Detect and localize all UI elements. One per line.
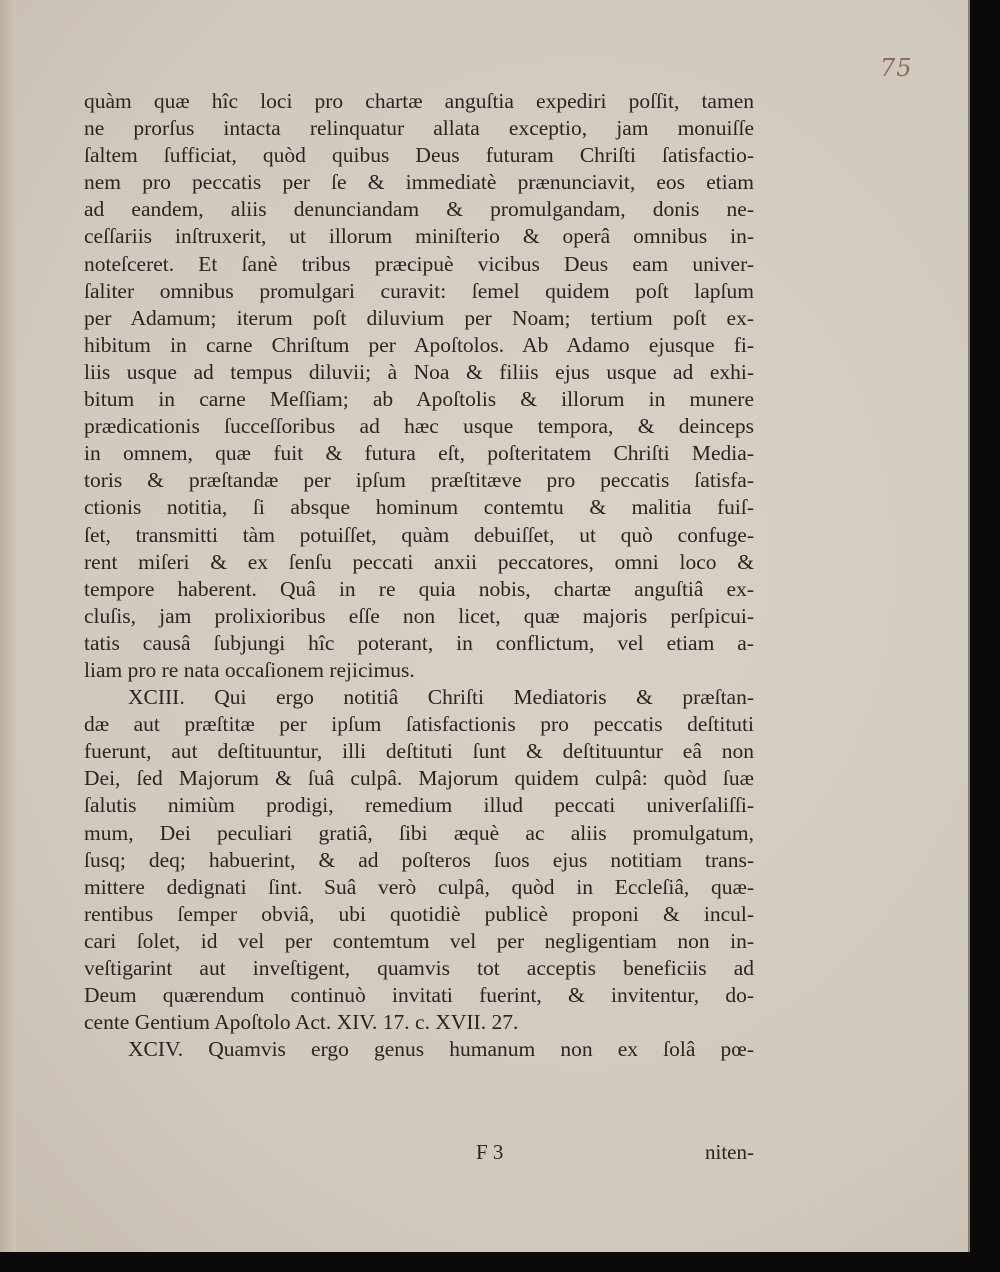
text-line-25: fuerunt, aut deſtituuntur, illi deſtituti ſunt & deſtituuntur eâ non	[84, 739, 754, 764]
page-footer-line	[84, 1140, 754, 1170]
text-line-23: XCIII. Qui ergo notitiâ Chriſti Mediatoris & præſtan-	[128, 685, 754, 710]
text-line-2: ne prorſus intacta relinquatur allata exceptio, jam monuiſſe	[84, 116, 754, 141]
text-line-7: noteſceret. Et ſanè tribus præcipuè vicibus Deus eam univer-	[84, 251, 754, 276]
text-line-18: rent miſeri & ex ſenſu peccati anxii peccatores, omni loco &	[84, 549, 754, 574]
catchword: niten-	[705, 1140, 754, 1164]
text-line-16: ctionis notitia, ſi absque hominum contemtu & malitia fuiſ-	[84, 495, 754, 520]
text-line-9: per Adamum; iterum poſt diluvium per Noam; tertium poſt ex-	[84, 305, 754, 330]
text-line-17: ſet, transmitti tàm potuiſſet, quàm debuiſſet, ut quò confuge-	[84, 522, 754, 547]
text-line-29: ſusq; deq; habuerint, & ad poſteros ſuos ejus notitiam trans-	[84, 847, 754, 872]
text-line-27: ſalutis nimiùm prodigi, remedium illud peccati univerſaliſſi-	[84, 793, 754, 818]
signature-mark: F 3	[476, 1140, 504, 1164]
text-line-20: cluſis, jam prolixioribus eſſe non licet, quæ majoris perſpicui-	[84, 603, 754, 628]
text-line-14: in omnem, quæ fuit & futura eſt, poſteritatem Chriſti Media-	[84, 441, 754, 466]
text-line-15: toris & præſtandæ per ipſum præſtitæve pro peccatis ſatisfa-	[84, 468, 754, 493]
text-line-12: bitum in carne Meſſiam; ab Apoſtolis & illorum in munere	[84, 387, 754, 412]
text-line-10: hibitum in carne Chriſtum per Apoſtolos. Ab Adamo ejusque fi-	[84, 332, 754, 357]
text-line-22: liam pro re nata occaſionem rejicimus.	[84, 657, 415, 682]
text-line-3: ſaltem ſufficiat, quòd quibus Deus futuram Chriſti ſatisfactio-	[84, 143, 754, 168]
text-line-28: mum, Dei peculiari gratiâ, ſibi æquè ac aliis promulgatum,	[84, 820, 754, 845]
text-line-21: tatis causâ ſubjungi hîc poterant, in conflictum, vel etiam a-	[84, 630, 754, 655]
text-line-13: prædicationis ſucceſſoribus ad hæc usque tempora, & deinceps	[84, 414, 754, 439]
text-line-24: dæ aut præſtitæ per ipſum ſatisfactionis pro peccatis deſtituti	[84, 712, 754, 737]
body-text	[84, 88, 754, 1063]
text-line-35: cente Gentium Apoſtolo Act. XIV. 17. c. XVII. 27.	[84, 1010, 519, 1035]
text-line-19: tempore haberent. Quâ in re quia nobis, chartæ anguſtiâ ex-	[84, 576, 754, 601]
text-line-6: ceſſariis inſtruxerit, ut illorum miniſterio & operâ omnibus in-	[84, 224, 754, 249]
text-line-4: nem pro peccatis per ſe & immediatè prænunciavit, eos etiam	[84, 170, 754, 195]
page-number: 75	[880, 54, 913, 82]
text-line-32: cari ſolet, id vel per contemtum vel per negligentiam non in-	[84, 928, 754, 953]
text-line-11: liis usque ad tempus diluvii; à Noa & filiis ejus usque ad exhi-	[84, 359, 754, 384]
page-gutter-edge	[0, 0, 16, 1252]
text-line-31: rentibus ſemper obviâ, ubi quotidiè publicè proponi & incul-	[84, 901, 754, 926]
text-line-26: Dei, ſed Majorum & ſuâ culpâ. Majorum quidem culpâ: quòd ſuæ	[84, 766, 754, 791]
text-line-36: XCIV. Quamvis ergo genus humanum non ex ſolâ pœ-	[128, 1037, 754, 1062]
text-line-30: mittere dedignati ſint. Suâ verò culpâ, quòd in Eccleſiâ, quæ-	[84, 874, 754, 899]
text-line-5: ad eandem, aliis denunciandam & promulgandam, donis ne-	[84, 197, 754, 222]
text-line-34: Deum quærendum continuò invitati fuerint, & invitentur, do-	[84, 983, 754, 1008]
text-line-8: ſaliter omnibus promulgari curavit: ſemel quidem poſt lapſum	[84, 278, 754, 303]
text-line-33: veſtigarint aut inveſtigent, quamvis tot acceptis beneficiis ad	[84, 956, 754, 980]
text-line-1: quàm quæ hîc loci pro chartæ anguſtia expediri poſſit, tamen	[84, 89, 754, 113]
